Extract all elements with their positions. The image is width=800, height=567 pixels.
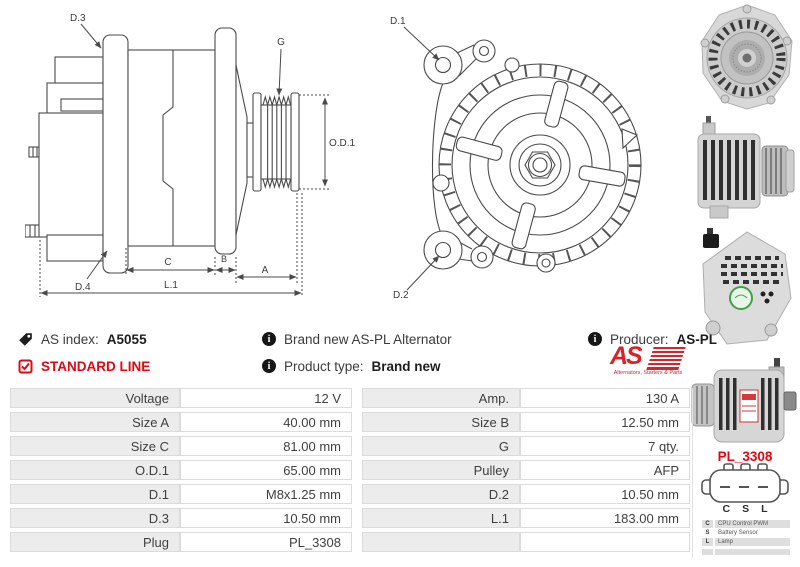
spec-label: Size A: [10, 412, 180, 432]
dim-label-od1: O.D.1: [329, 138, 356, 149]
table-row: [10, 388, 690, 408]
spec-label: Pulley: [362, 460, 520, 480]
dim-label-b: B: [220, 254, 228, 264]
alternator-photo-front-view: [697, 3, 797, 113]
alternator-photo-side-view-pulley-right: [690, 116, 800, 221]
spec-label: L.1: [362, 508, 520, 528]
producer-label: Producer:: [610, 331, 669, 347]
info-icon: i: [588, 332, 602, 346]
legend-desc: Battery Sensor: [718, 530, 758, 536]
dim-label-g: G: [277, 37, 285, 48]
column-divider: [692, 388, 693, 558]
legend-pin: S: [705, 530, 710, 536]
product-type-label: Product type:: [284, 358, 364, 374]
legend-row: [702, 538, 790, 546]
spec-label: D.3: [10, 508, 180, 528]
connector-pins: [700, 503, 790, 515]
spec-value: 12.50 mm: [520, 412, 690, 432]
front-view-technical-drawing: [360, 5, 665, 315]
product-type-value: Brand new: [371, 358, 441, 374]
spec-label: G: [362, 436, 520, 456]
alternator-photo-side-view-connector: [690, 358, 800, 448]
dim-label-d3: D.3: [70, 13, 86, 24]
legend-pin: L: [702, 538, 713, 546]
dim-label-d4: D.4: [75, 282, 91, 293]
spec-label: Size C: [10, 436, 180, 456]
legend-row-empty: [702, 549, 790, 555]
brand-new-text: Brand new AS-PL Alternator: [284, 331, 452, 347]
standard-line-label: STANDARD LINE: [41, 358, 151, 374]
spec-value: 183.00 mm: [520, 508, 690, 528]
legend-row: [702, 520, 790, 528]
dim-label-d2: D.2: [393, 290, 409, 301]
pin-legend: [702, 520, 790, 556]
spec-value: 12 V: [180, 388, 352, 408]
spec-value: 130 A: [520, 388, 690, 408]
spec-value: PL_3308: [180, 532, 352, 552]
info-icon: i: [262, 332, 276, 346]
as-pl-logo: [608, 342, 688, 380]
as-index-label: AS index:: [41, 331, 99, 347]
pin-c: C: [722, 503, 731, 515]
legend-pin: C: [702, 520, 713, 528]
as-index-value: A5055: [106, 331, 147, 347]
table-row: [10, 460, 690, 480]
spec-value: 81.00 mm: [180, 436, 352, 456]
dim-label-c: C: [164, 257, 172, 268]
checkbox-checked-icon: [18, 359, 33, 374]
table-row: [10, 412, 690, 432]
legend-row: [702, 529, 790, 537]
table-row: [10, 436, 690, 456]
brand-new-row: [262, 330, 452, 348]
connector-drawing: [700, 462, 790, 504]
as-pl-logo-tagline: Alternators, Starters & Parts: [613, 370, 683, 376]
spec-label: Size B: [362, 412, 520, 432]
plug-code-label: PL_3308: [717, 449, 773, 464]
product-type-row: [262, 357, 441, 375]
table-row: [10, 484, 690, 504]
spec-table: [10, 388, 690, 556]
standard-line-row: [18, 357, 150, 375]
pin-s: S: [742, 503, 750, 515]
legend-desc: CPU Control PWM: [715, 520, 790, 528]
spec-label: D.1: [10, 484, 180, 504]
producer-value: AS-PL: [676, 331, 718, 347]
spec-value: 10.50 mm: [520, 484, 690, 504]
dim-label-a: A: [261, 265, 269, 276]
as-pl-logo-text: AS: [610, 342, 641, 370]
pin-l: L: [761, 503, 768, 515]
spec-value: AFP: [520, 460, 690, 480]
info-icon: i: [262, 359, 276, 373]
spec-label: Voltage: [10, 388, 180, 408]
spec-value: M8x1.25 mm: [180, 484, 352, 504]
spec-label: [362, 532, 520, 552]
spec-value: 10.50 mm: [180, 508, 352, 528]
spec-label: O.D.1: [10, 460, 180, 480]
spec-label: Amp.: [362, 388, 520, 408]
as-index-row: [18, 330, 147, 348]
spec-value: 7 qty.: [520, 436, 690, 456]
table-row: [10, 508, 690, 528]
spec-label: Plug: [10, 532, 180, 552]
dim-label-l1: L.1: [164, 280, 178, 291]
spec-value: [520, 532, 690, 552]
tag-icon: [18, 332, 33, 347]
side-view-technical-drawing: [25, 5, 360, 315]
spec-value: 40.00 mm: [180, 412, 352, 432]
spec-value: 65.00 mm: [180, 460, 352, 480]
legend-desc: Lamp: [715, 538, 790, 546]
spec-label: D.2: [362, 484, 520, 504]
as-pl-logo-stripes: [646, 347, 685, 370]
table-row: [10, 532, 690, 552]
dim-label-d1: D.1: [390, 16, 406, 27]
